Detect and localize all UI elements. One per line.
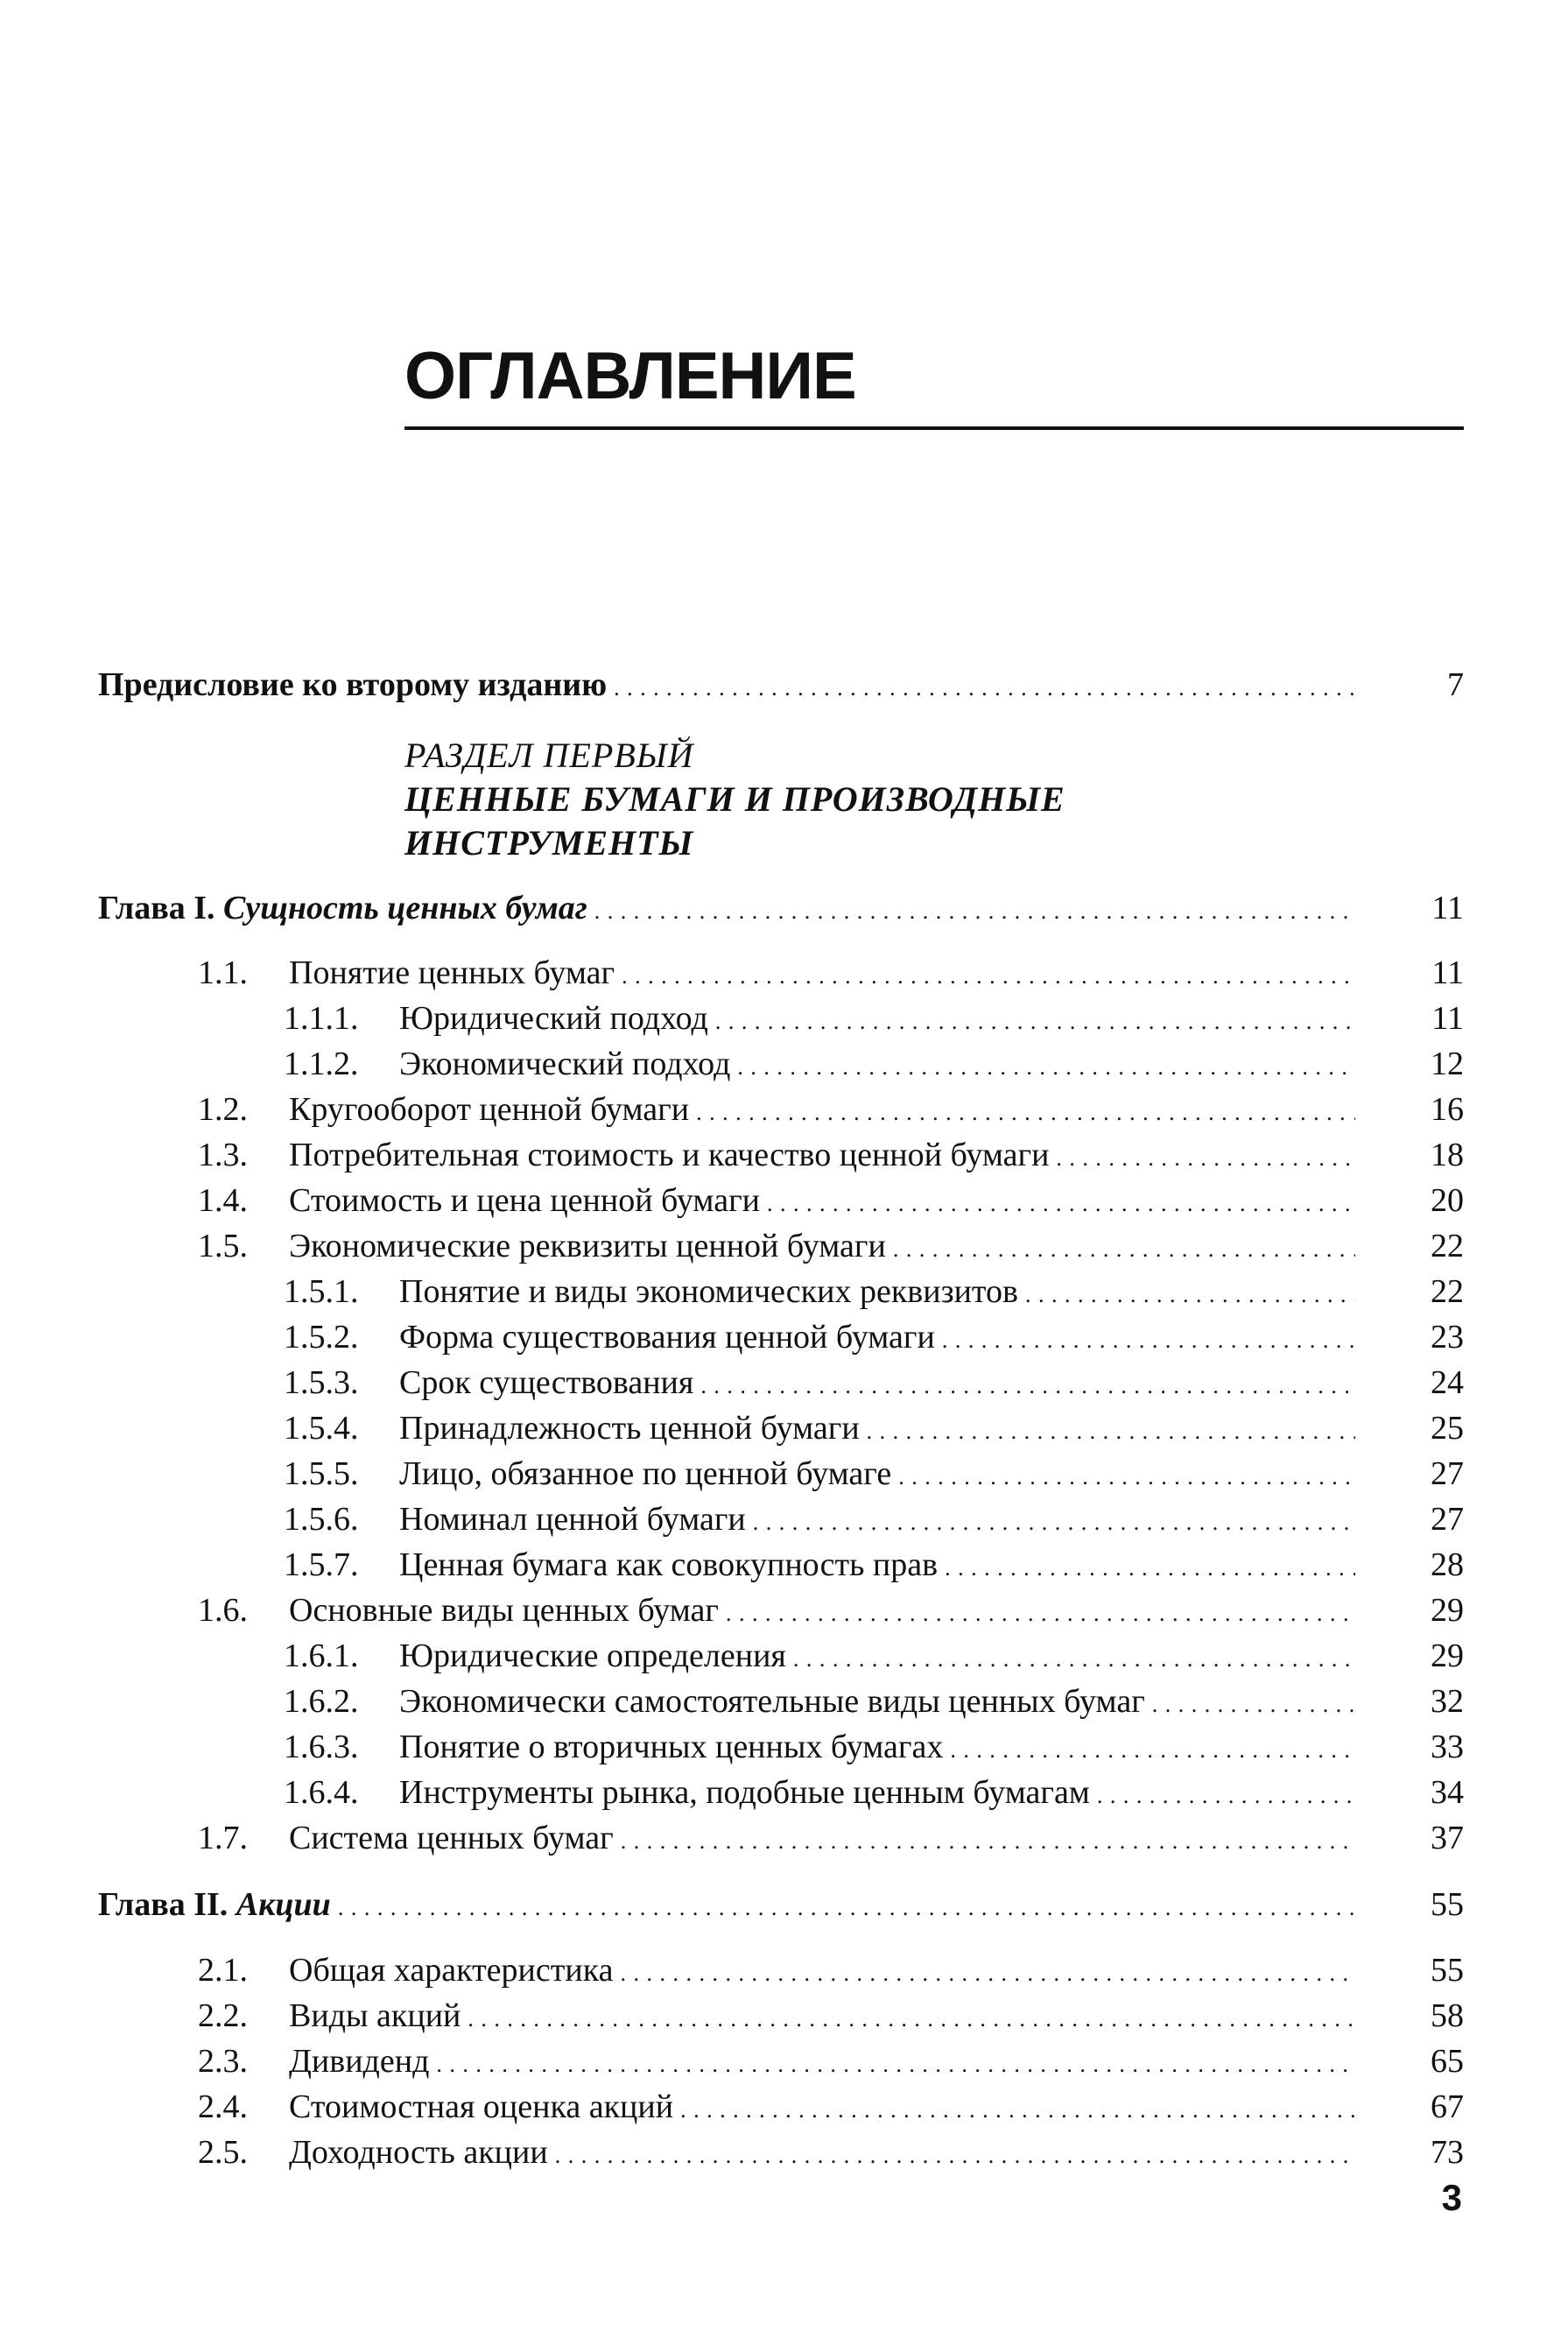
toc-entry-title: Стоимость и цена ценной бумаги <box>289 1182 760 1219</box>
chapter-name: Сущность ценных бумаг <box>223 890 587 926</box>
toc-entry-page: 11 <box>1431 954 1464 991</box>
dot-leader <box>594 889 1355 934</box>
dot-leader <box>696 1090 1355 1136</box>
toc-entry[interactable] <box>98 1132 1464 1178</box>
toc-entry-page: 12 <box>1431 1046 1464 1082</box>
toc-entry-number: 1.1.2. <box>284 1046 359 1082</box>
toc-entry[interactable] <box>98 2039 1464 2084</box>
toc-entry[interactable] <box>98 1496 1464 1542</box>
toc-entry-number: 2.5. <box>198 2134 248 2171</box>
dot-leader <box>945 1546 1355 1591</box>
dot-leader <box>1152 1682 1355 1728</box>
toc-entry-title: Лицо, обязанное по ценной бумаге <box>399 1455 892 1492</box>
toc-entry[interactable] <box>98 1178 1464 1223</box>
toc-entry[interactable] <box>98 1993 1464 2039</box>
toc-entry[interactable] <box>98 950 1464 996</box>
toc-entry[interactable] <box>98 1947 1464 1993</box>
toc-entry-number: 1.5.3. <box>284 1364 359 1401</box>
dot-leader <box>622 954 1355 999</box>
section-heading <box>404 734 1065 865</box>
section-title-line-1: ЦЕННЫЕ БУМАГИ И ПРОИЗВОДНЫЕ <box>404 779 1065 819</box>
toc-entry-page: 58 <box>1431 1997 1464 2034</box>
toc-entry-page: 32 <box>1431 1683 1464 1720</box>
toc-entry-number: 2.3. <box>198 2043 248 2080</box>
toc-entry[interactable] <box>98 1041 1464 1087</box>
toc-entry-title: Доходность акции <box>289 2134 548 2171</box>
toc-entry[interactable] <box>98 1314 1464 1360</box>
toc-entry-number: 1.3. <box>198 1137 248 1173</box>
dot-leader <box>753 1500 1355 1546</box>
dot-leader <box>942 1318 1355 1363</box>
dot-leader <box>767 1181 1355 1227</box>
toc-entry-page: 24 <box>1431 1364 1464 1401</box>
toc-entry-number: 1.7. <box>198 1820 248 1856</box>
toc-entry-page: 7 <box>1447 666 1464 703</box>
toc-entry-title: Общая характеристика <box>289 1952 614 1989</box>
toc-entry-number: 1.6.1. <box>284 1637 359 1674</box>
toc-entry[interactable] <box>98 1360 1464 1405</box>
toc-entry-title: Основные виды ценных бумаг <box>289 1592 719 1629</box>
toc-entry-page: 25 <box>1431 1410 1464 1447</box>
toc-entry-title: Ценная бумага как совокупность прав <box>399 1546 939 1583</box>
toc-entry-page: 22 <box>1431 1228 1464 1264</box>
toc-entry-page: 11 <box>1431 890 1464 926</box>
toc-entry-title: Юридический подход <box>399 1000 708 1037</box>
toc-entry[interactable] <box>98 1542 1464 1588</box>
toc-entry-number: 1.5. <box>198 1228 248 1264</box>
toc-entry-title: Юридические определения <box>399 1637 786 1674</box>
section-label: РАЗДЕЛ ПЕРВЫЙ <box>404 736 694 775</box>
page-title: ОГЛАВЛЕНИЕ <box>404 339 856 413</box>
toc-entry-number: 2.1. <box>198 1952 248 1989</box>
dot-leader <box>898 1454 1355 1500</box>
toc-entry-page: 29 <box>1431 1592 1464 1629</box>
toc-entry-number: 1.1. <box>198 954 248 991</box>
toc-entry-title: Экономически самостоятельные виды ценных бумаг <box>399 1683 1145 1720</box>
dot-leader <box>1097 1773 1355 1819</box>
toc-entry-chapter-1[interactable] <box>98 885 1464 931</box>
toc-entry-number: 1.6.4. <box>284 1774 359 1811</box>
toc-entry-page: 55 <box>1431 1952 1464 1989</box>
toc-entry-title: Срок существования <box>399 1364 694 1401</box>
toc-entry[interactable] <box>98 1087 1464 1132</box>
toc-entry-page: 34 <box>1431 1774 1464 1811</box>
toc-entry-number: 2.4. <box>198 2088 248 2125</box>
section-title-line-2: ИНСТРУМЕНТЫ <box>404 823 694 863</box>
dot-leader <box>715 999 1355 1045</box>
toc-entry-page: 16 <box>1431 1091 1464 1128</box>
toc-entry-page: 73 <box>1431 2134 1464 2171</box>
toc-entry-page: 27 <box>1431 1501 1464 1538</box>
toc-entry[interactable] <box>98 1815 1464 1861</box>
toc-entry-title: Экономический подход <box>399 1046 731 1082</box>
dot-leader <box>1056 1136 1355 1181</box>
toc-entry-title: Стоимостная оценка акций <box>289 2088 674 2125</box>
toc-entry-number: 1.6.2. <box>284 1683 359 1720</box>
toc-entry-number: 2.2. <box>198 1997 248 2034</box>
toc-entry[interactable] <box>98 1588 1464 1633</box>
toc-entry-title: Понятие и виды экономических реквизитов <box>399 1273 1018 1310</box>
dot-leader <box>737 1045 1355 1090</box>
toc-entry-title: Экономические реквизиты ценной бумаги <box>289 1228 886 1264</box>
toc-entry-number: 1.5.6. <box>284 1501 359 1538</box>
toc-entry-page: 22 <box>1431 1273 1464 1310</box>
dot-leader <box>621 1819 1355 1864</box>
dot-leader <box>555 2133 1355 2179</box>
toc-entry-title: Потребительная стоимость и качество ценной бумаги <box>289 1137 1050 1173</box>
toc-entry-number: 1.5.7. <box>284 1546 359 1583</box>
toc-entry[interactable] <box>98 1223 1464 1269</box>
title-underline <box>404 426 1464 430</box>
dot-leader <box>614 665 1355 711</box>
toc-entry-title: Понятие о вторичных ценных бумагах <box>399 1729 944 1765</box>
toc-entry-title: Система ценных бумаг <box>289 1820 614 1856</box>
toc-heading <box>404 337 1464 430</box>
toc-entry[interactable] <box>98 996 1464 1041</box>
chapter-name: Акции <box>236 1886 331 1923</box>
toc-entry-page: 11 <box>1431 1000 1464 1037</box>
toc-entry-title: Инструменты рынка, подобные ценным бумагам <box>399 1774 1090 1811</box>
toc-entry-number: 1.6.3. <box>284 1729 359 1765</box>
toc-entry-page: 20 <box>1431 1182 1464 1219</box>
dot-leader <box>468 1996 1355 2042</box>
toc-entry-title: Виды акций <box>289 1997 461 2034</box>
toc-entry-title: Предисловие ко второму изданию <box>98 666 608 703</box>
toc-entry-number: 1.5.4. <box>284 1410 359 1447</box>
toc-entry[interactable] <box>98 1679 1464 1724</box>
toc-entry-preface[interactable] <box>98 662 1464 708</box>
toc-entry[interactable] <box>98 1451 1464 1496</box>
dot-leader <box>867 1409 1355 1454</box>
toc-entry-page: 23 <box>1431 1319 1464 1356</box>
toc-entry-page: 67 <box>1431 2088 1464 2125</box>
toc-entry[interactable] <box>98 1633 1464 1679</box>
toc-entry-number: 1.5.1. <box>284 1273 359 1310</box>
toc-entry[interactable] <box>98 1405 1464 1451</box>
toc-entry-number: 1.6. <box>198 1592 248 1629</box>
dot-leader <box>436 2042 1355 2088</box>
dot-leader <box>700 1363 1355 1409</box>
dot-leader <box>893 1227 1355 1272</box>
dot-leader <box>1025 1272 1355 1318</box>
toc-entry-number: 1.4. <box>198 1182 248 1219</box>
toc-entry-page: 29 <box>1431 1637 1464 1674</box>
dot-leader <box>338 1885 1355 1931</box>
toc-entry[interactable] <box>98 1770 1464 1815</box>
toc-entry[interactable] <box>98 2130 1464 2175</box>
chapter-label: Глава II. <box>98 1886 229 1923</box>
toc-entry-title: Понятие ценных бумаг <box>289 954 615 991</box>
toc-entry-number: 1.5.2. <box>284 1319 359 1356</box>
toc-entry-page: 27 <box>1431 1455 1464 1492</box>
dot-leader <box>793 1637 1355 1682</box>
toc-entry-page: 55 <box>1431 1886 1464 1923</box>
toc-entry-page: 18 <box>1431 1137 1464 1173</box>
page-number: 3 <box>1441 2177 1462 2218</box>
toc-entry-title: Кругооборот ценной бумаги <box>289 1091 690 1128</box>
dot-leader <box>950 1728 1355 1773</box>
toc-entry-page: 33 <box>1431 1729 1464 1765</box>
toc-entry[interactable] <box>98 1724 1464 1770</box>
toc-entry-page: 28 <box>1431 1546 1464 1583</box>
dot-leader <box>726 1591 1355 1637</box>
toc-entry-title: Форма существования ценной бумаги <box>399 1319 935 1356</box>
toc-entry-number: 1.5.5. <box>284 1455 359 1492</box>
toc-entry[interactable] <box>98 2084 1464 2130</box>
dot-leader <box>620 1951 1355 1996</box>
toc-entry-page: 37 <box>1431 1820 1464 1856</box>
toc-entry-number: 1.1.1. <box>284 1000 359 1037</box>
toc-entry-chapter-2[interactable] <box>98 1882 1464 1927</box>
toc-entry-title: Дивиденд <box>289 2043 430 2080</box>
toc-entry-number: 1.2. <box>198 1091 248 1128</box>
toc-entry-title: Принадлежность ценной бумаги <box>399 1410 860 1447</box>
toc-entry-page: 65 <box>1431 2043 1464 2080</box>
toc-entry-title: Номинал ценной бумаги <box>399 1501 746 1538</box>
chapter-label: Глава I. <box>98 890 215 926</box>
toc-entry[interactable] <box>98 1269 1464 1314</box>
dot-leader <box>680 2088 1355 2133</box>
